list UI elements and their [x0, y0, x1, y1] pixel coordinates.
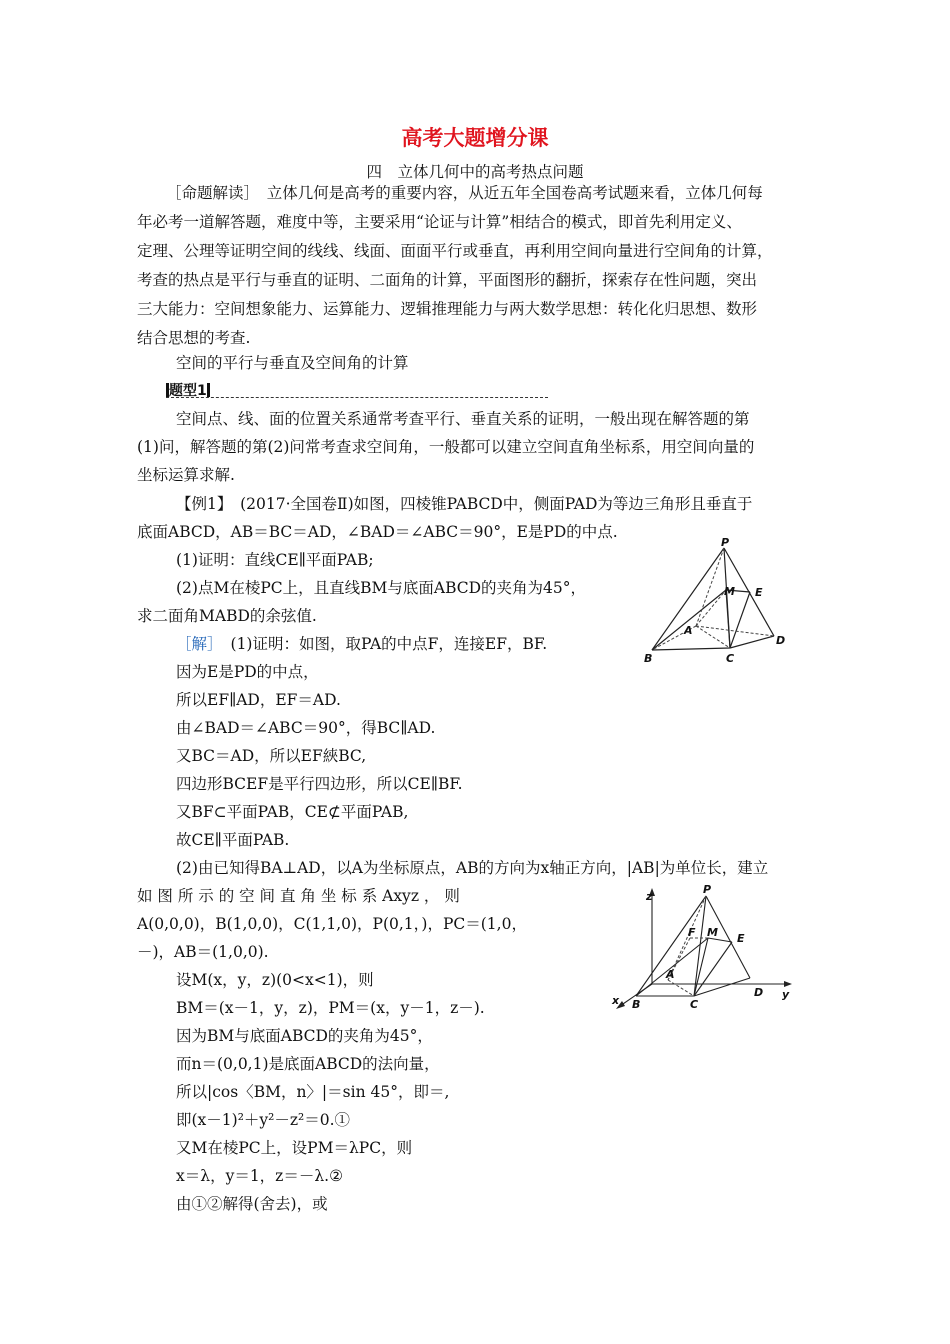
solution-line: (1)证明：如图，取PA的中点F，连接EF，BF. [230, 635, 548, 653]
type-desc-line: 坐标运算求解. [137, 466, 235, 484]
example-line: 【例1】 (2017·全国卷Ⅱ)如图，四棱锥PABCD中，侧面PAD为等边三角形且垂直于 [176, 495, 753, 513]
solution-line: 因为BM与底面ABCD的夹角为45°， [176, 1027, 433, 1045]
solution-line: 所以|cos〈BM，n〉|＝sin 45°，即＝, [176, 1083, 450, 1101]
solution-line: 又BC＝AD，所以EF綊BC, [176, 747, 367, 765]
intro-line: 结合思想的考查. [137, 329, 251, 347]
solution-line: 而n＝(0,0,1)是底面ABCD的法向量， [176, 1055, 440, 1073]
fig2-label-A: A [666, 968, 675, 981]
fig1-label-A: A [684, 624, 693, 637]
intro-line: ［命题解读］ 立体几何是高考的重要内容，从近五年全国卷高考试题来看，立体几何每 [166, 184, 763, 202]
fig2-label-y: y [782, 988, 790, 1001]
subtitle: 四 立体几何中的高考热点问题 [366, 163, 584, 181]
solution-line: 又BF⊂平面PAB，CE⊄平面PAB, [176, 803, 409, 821]
solution-line: x＝λ，y＝1，z＝－λ.② [176, 1167, 343, 1185]
coordinate-figure [610, 880, 795, 1012]
solution-line: BM＝(x－1，y，z)，PM＝(x，y－1，z－). [176, 999, 485, 1017]
solution-line: 所以EF∥AD，EF＝AD. [176, 691, 341, 709]
solution-line: 因为E是PD的中点， [176, 663, 319, 681]
intro-line: 定理、公理等证明空间的线线、线面、面面平行或垂直，再利用空间向量进行空间角的计算， [137, 242, 773, 260]
solution-line: －)，AB＝(1,0,0). [137, 943, 269, 961]
page-title: 高考大题增分课 [401, 126, 549, 150]
solution-line: 即(x－1)²＋y²－z²＝0.① [176, 1111, 351, 1129]
fig2-label-C: C [690, 998, 699, 1011]
question-2: (2)点M在棱PC上，且直线BM与底面ABCD的夹角为45°， [176, 579, 587, 597]
solution-line: 如 图 所 示 的 空 间 直 角 坐 标 系 Axyz ， 则 [137, 887, 460, 905]
fig2-label-z: z [646, 890, 653, 903]
fig1-label-D: D [776, 634, 786, 647]
fig2-label-M: M [707, 926, 718, 939]
intro-line: 年必考一道解答题，难度中等，主要采用“论证与计算”相结合的模式，即首先利用定义、 [137, 213, 742, 231]
solution-line: 由∠BAD＝∠ABC＝90°，得BC∥AD. [176, 719, 436, 737]
fig2-label-F: F [688, 926, 696, 939]
solution-line: 四边形BCEF是平行四边形，所以CE∥BF. [176, 775, 463, 793]
fig1-label-C: C [726, 652, 735, 665]
solution-line: 设M(x，y，z)(0<x<1)，则 [176, 971, 374, 989]
solution-line: (2)由已知得BA⊥AD，以A为坐标原点，AB的方向为x轴正方向，|AB|为单位长，建立 [176, 859, 769, 877]
question-type-label: 题型1 [169, 383, 207, 399]
fig2-label-P: P [703, 883, 712, 896]
solution-tag: ［解］ [176, 635, 223, 653]
solution-line: 由①②解得(舍去)，或 [176, 1195, 328, 1213]
fig2-label-B: B [632, 998, 641, 1011]
fig1-label-M: M [724, 585, 735, 598]
solution-line: A(0,0,0)，B(1,0,0)，C(1,1,0)，P(0,1，)，PC＝(1,0， [137, 915, 527, 933]
fig1-label-E: E [755, 586, 763, 599]
solution-line: 故CE∥平面PAB. [176, 831, 290, 849]
fig2-label-E: E [737, 932, 745, 945]
type-desc-line: 空间点、线、面的位置关系通常考查平行、垂直关系的证明，一般出现在解答题的第 [176, 410, 750, 428]
section-heading: 空间的平行与垂直及空间角的计算 [176, 354, 409, 372]
intro-line: 考查的热点是平行与垂直的证明、二面角的计算，平面图形的翻折，探索存在性问题，突出 [137, 271, 758, 289]
intro-line: 三大能力：空间想象能力、运算能力、逻辑推理能力与两大数学思想：转化化归思想、数形 [137, 300, 758, 318]
type-desc-line: (1)问，解答题的第(2)问常考查求空间角，一般都可以建立空间直角坐标系，用空间向量的 [137, 438, 755, 456]
question-1: (1)证明：直线CE∥平面PAB; [176, 551, 374, 569]
fig1-label-P: P [721, 538, 730, 549]
solution-line: 又M在棱PC上，设PM＝λPC，则 [176, 1139, 413, 1157]
fig1-label-B: B [644, 652, 653, 665]
question-2-cont: 求二面角MABD的余弦值. [137, 607, 317, 625]
fig2-label-x: x [612, 994, 620, 1007]
fig2-label-D: D [754, 986, 764, 999]
dashed-divider [166, 397, 548, 398]
example-line: 底面ABCD，AB＝BC＝AD，∠BAD＝∠ABC＝90°，E是PD的中点. [137, 523, 618, 541]
pyramid-figure [638, 538, 798, 670]
